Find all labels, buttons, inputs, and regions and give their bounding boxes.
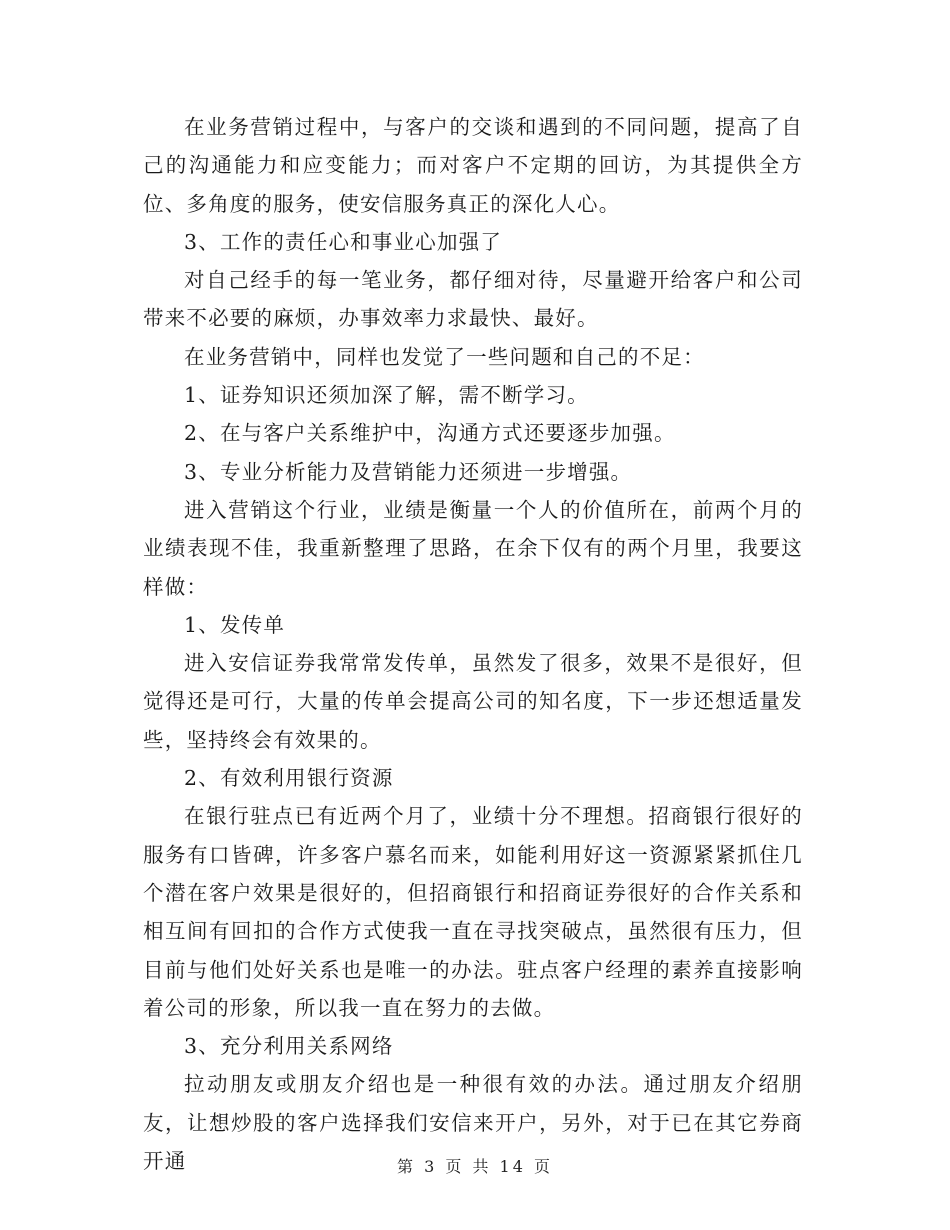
paragraph: 进入营销这个行业，业绩是衡量一个人的价值所在，前两个月的业绩表现不佳，我重新整理了思路，在余下仅有的两个月里，我要这样做： (143, 497, 803, 599)
page-footer: 第 3 页 共 14 页 (397, 1157, 553, 1176)
paragraph: 在业务营销过程中，与客户的交谈和遇到的不同问题，提高了自己的沟通能力和应变能力；而对客户不定期的回访，为其提供全方位、多角度的服务，使安信服务真正的深化人心。 (143, 115, 803, 216)
list-item: 1、证券知识还须加深了解，需不断学习。 (184, 383, 589, 408)
section-heading: 1、发传单 (184, 612, 286, 637)
section-heading: 3、工作的责任心和事业心加强了 (184, 229, 503, 254)
paragraph: 进入安信证券我常常发传单，虽然发了很多，效果不是很好，但觉得还是可行，大量的传单会提高公司的知名度，下一步还想适量发些，坚持终会有效果的。 (143, 651, 803, 752)
section-heading: 3、充分利用关系网络 (184, 1034, 394, 1059)
paragraph: 在业务营销中，同样也发觉了一些问题和自己的不足： (184, 344, 705, 369)
section-heading: 2、有效利用银行资源 (184, 766, 394, 791)
paragraph: 拉动朋友或朋友介绍也是一种很有效的办法。通过朋友介绍朋友，让想炒股的客户选择我们安信来开户，另外，对于已在其它券商开通 (143, 1072, 803, 1174)
paragraph: 对自己经手的每一笔业务，都仔细对待，尽量避开给客户和公司带来不必要的麻烦，办事效率力求最快、最好。 (143, 268, 803, 331)
document-body (143, 108, 803, 1180)
list-item: 2、在与客户关系维护中，沟通方式还要逐步加强。 (184, 421, 676, 446)
list-item: 3、专业分析能力及营销能力还须进一步增强。 (184, 459, 633, 484)
paragraph: 在银行驻点已有近两个月了，业绩十分不理想。招商银行很好的服务有口皆碑，许多客户慕名而来，如能利用好这一资源紧紧抓住几个潜在客户效果是很好的，但招商银行和招商证券很好的合作关系和相互间有回扣的合作方式使我一直在寻找突破点，虽然很有压力，但目前与他们处好关系也是唯一的办法。驻点客户经理的素养直接影响着公司的形象，所以我一直在努力的去做。 (143, 804, 803, 1020)
